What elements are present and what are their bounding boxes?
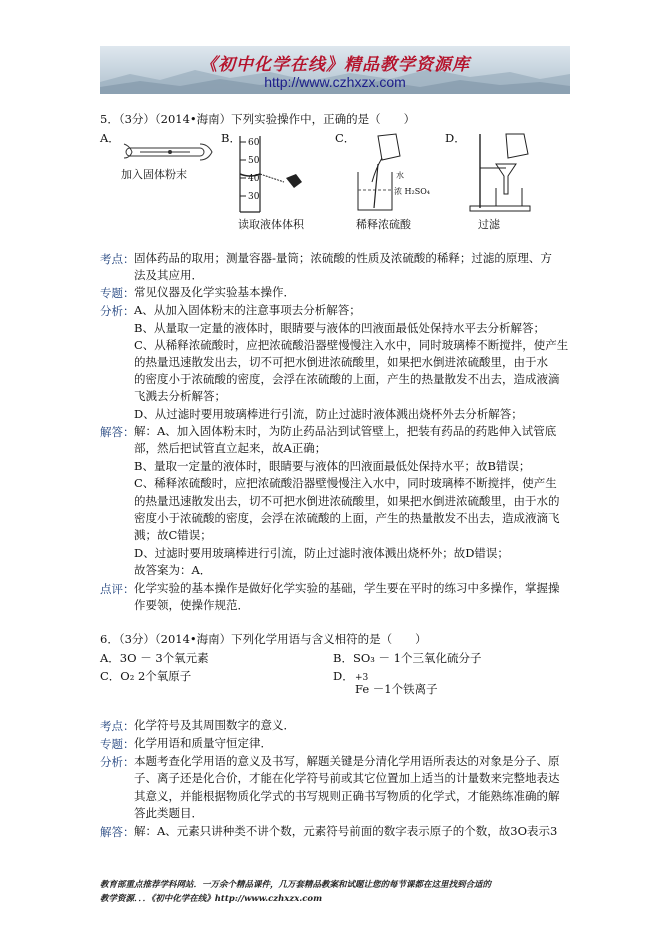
figure-filtration (466, 128, 538, 214)
q6-fenxi-1: 本题考查化学用语的意义及书写，解题关键是分清化学用语所表达的对象是分子、原 (134, 754, 560, 768)
q5-jieda-5: 的热量迅速散发出去，切不可把水倒进浓硫酸里，如果把水倒进浓硫酸里，由于水的 (134, 494, 560, 508)
q6-option-b: B．SO₃ － 1个三氧化硫分子 (333, 651, 482, 665)
q5-jieda-3: B、量取一定量的液体时，眼睛要与液体的凹液面最低处保持水平；故B错误； (134, 459, 531, 473)
q5-kaodian-label: 考点： (100, 252, 135, 266)
q5-kaodian-1: 固体药品的取用；测量容器-量筒；浓硫酸的性质及浓硫酸的稀释；过滤的原理、方 (134, 251, 552, 265)
q5-option-c-caption: 稀释浓硫酸 (356, 218, 411, 231)
q6-option-d-charge: +3 (355, 673, 369, 683)
q5-jieda-2: 部，然后把试管直立起来，故A正确； (134, 441, 327, 455)
q5-jieda-1: 解：A、加入固体粉末时，为防止药品沾到试管壁上，把装有药品的药匙伸入试管底 (134, 424, 557, 438)
banner-title: 《初中化学在线》精品教学资源库 (200, 55, 470, 75)
q6-kaodian: 化学符号及其周围数字的意义． (134, 718, 295, 732)
q5-dianping-1: 化学实验的基本操作是做好化学实验的基础，学生要在平时的练习中多操作，掌握操 (134, 581, 560, 595)
q5-fenxi-1: A、从加入固体粉末的注意事项去分析解答； (134, 303, 361, 317)
cyl-tick-40: 40 (248, 174, 260, 184)
cyl-tick-60: 60 (248, 138, 260, 148)
q5-option-d-caption: 过滤 (478, 218, 500, 231)
q6-stem: 6．（3分）（2014•海南）下列化学用语与含义相符的是（ ） (100, 632, 427, 646)
q6-fenxi-label: 分析： (100, 755, 135, 769)
q6-kaodian-label: 考点： (100, 719, 135, 733)
label-water: 水 (396, 171, 404, 180)
cyl-tick-50: 50 (248, 156, 260, 166)
figure-add-powder (120, 138, 220, 166)
q6-jieda-label: 解答： (100, 825, 135, 839)
q5-stem: 5．（3分）（2014•海南）下列实验操作中，正确的是（ ） (100, 112, 416, 126)
q6-option-d-letter: D． (333, 669, 354, 683)
q6-option-c: C．O₂ 2个氧原子 (100, 669, 192, 683)
q5-jieda-9: 故答案为：A． (134, 563, 212, 577)
q5-fenxi-6: 飞溅去分析解答； (134, 389, 226, 403)
q6-jieda-1: 解：A、元素只讲种类不讲个数，元素符号前面的数字表示原子的个数，故3O表示3 (134, 824, 558, 838)
q5-dianping-label: 点评： (100, 582, 135, 596)
q6-fenxi-3: 其意义，并能根据物质化学式的书写规则正确书写物质的化学式，才能熟练准确的解 (134, 789, 560, 803)
figure-dilute-acid (348, 132, 428, 216)
q5-option-c-letter: C． (335, 131, 356, 145)
cyl-tick-30: 30 (248, 192, 260, 202)
q5-option-a-caption: 加入固体粉末 (121, 168, 187, 181)
q6-fenxi-2: 子、离子还是化合价，才能在化学符号前或其它位置加上适当的计量数来完整地表达 (134, 771, 560, 785)
q5-fenxi-3: C、从稀释浓硫酸时，应把浓硫酸沿器壁慢慢注入水中，同时玻璃棒不断搅拌，使产生 (134, 338, 569, 352)
q5-option-b-letter: B． (221, 131, 241, 145)
banner-url[interactable]: http://www.czhxzx.com (264, 74, 406, 90)
q5-kaodian-2: 法及其应用． (134, 268, 203, 282)
q5-fenxi-5: 的密度小于浓硫酸的密度，会浮在浓硫酸的上面，产生的热量散发不出去，造成液滴 (134, 372, 560, 386)
q6-zhuanti-label: 专题： (100, 737, 135, 751)
label-conc-h2so4: 浓 H₂SO₄ (394, 187, 430, 196)
q6-option-d-text: Fe －1个铁离子 (355, 682, 438, 696)
q5-option-b-caption: 读取液体体积 (238, 218, 304, 231)
header-banner (100, 46, 570, 94)
q5-jieda-6: 密度小于浓硫酸的密度，会浮在浓硫酸的上面，产生的热量散发不出去，造成液滴飞 (134, 511, 560, 525)
q5-option-d-letter: D． (445, 131, 466, 145)
q5-option-a-letter: A． (100, 131, 120, 145)
q5-jieda-4: C、稀释浓硫酸时，应把浓硫酸沿器壁慢慢注入水中，同时玻璃棒不断搅拌，使产生 (134, 476, 557, 490)
q5-fenxi-2: B、从量取一定量的液体时，眼睛要与液体的凹液面最低处保持水平去分析解答； (134, 321, 545, 335)
q5-zhuanti-label: 专题： (100, 286, 135, 300)
q5-jieda-label: 解答： (100, 425, 135, 439)
footer-line-2[interactable]: 教学资源．．．《初中化学在线》http://www.czhxzx.com (100, 894, 323, 904)
q5-jieda-8: D、过滤时要用玻璃棒进行引流，防止过滤时液体溅出烧杯外；故D错误； (134, 546, 509, 560)
q5-fenxi-4: 的热量迅速散发出去，切不可把水倒进浓硫酸里，如果把水倒进浓硫酸里，由于水 (134, 355, 548, 369)
q6-fenxi-4: 答此类题目． (134, 806, 203, 820)
page-footer (100, 878, 570, 906)
footer-line-1: 教育部重点推荐学科网站．一万余个精品课件，几万套精品教案和试题让您的每节课都在这里找到合适的 (100, 880, 492, 890)
q5-jieda-7: 溅；故C错误； (134, 528, 212, 542)
q5-fenxi-label: 分析： (100, 304, 135, 318)
q5-dianping-2: 作要领，使操作规范． (134, 598, 249, 612)
q5-zhuanti: 常见仪器及化学实验基本操作． (134, 285, 295, 299)
q6-zhuanti: 化学用语和质量守恒定律． (134, 736, 272, 750)
q6-option-a: A．3O － 3个氧元素 (100, 651, 209, 665)
q5-fenxi-7: D、从过滤时要用玻璃棒进行引流，防止过滤时液体溅出烧杯外去分析解答； (134, 407, 523, 421)
